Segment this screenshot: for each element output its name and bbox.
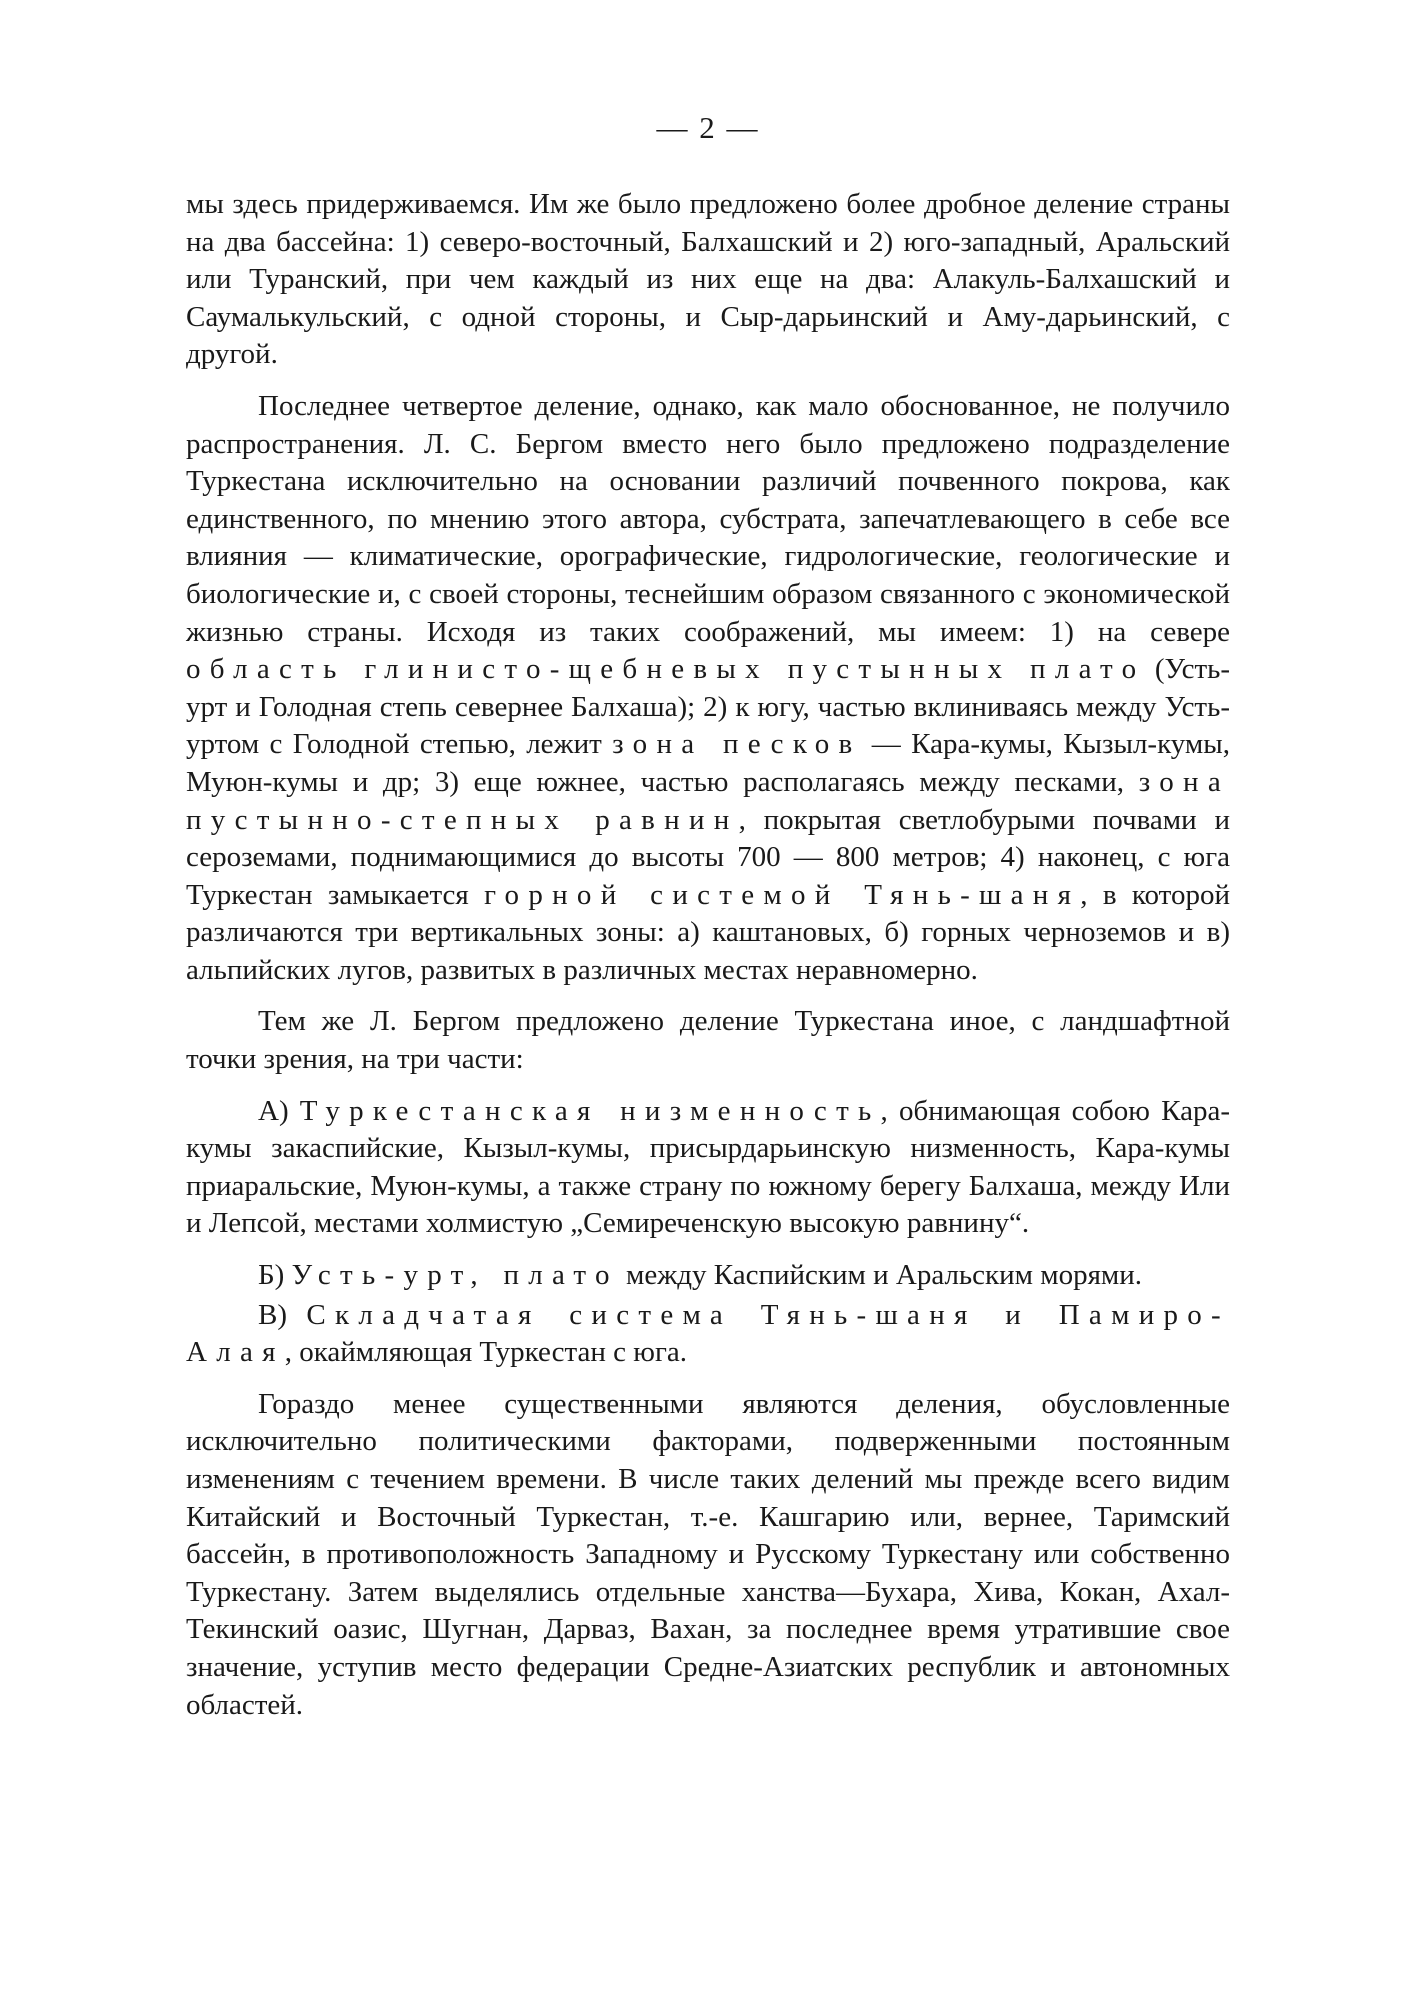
document-page — [186, 108, 1230, 1724]
list-item-c-marker: В) — [258, 1298, 307, 1331]
list-item-a-text: , обнимающая собою Кара-кумы закаспийские, Кызыл-кумы, присырдарьинскую низменность, Кара-кумы приаральские, Муюн-кумы, а также страну по южному берегу Балхаша, между Или и Лепсой, местами холмистую „Семиреченскую высокую равнину“. — [186, 1094, 1230, 1240]
emphasis-plains: зона пустынно-степных равнин — [186, 765, 1230, 836]
emphasis-sands: зона песков — [612, 728, 862, 761]
paragraph-2-text-4: , покрытая светлобурыми почвами и сероземами, поднимающимися до высоты 700 — 800 метров; 4) наконец, с юга Туркестан замыкается — [186, 803, 1231, 911]
list-item-b-marker: Б) — [258, 1259, 292, 1292]
paragraph-3: Тем же Л. Бергом предложено деление Туркестана иное, с ландшафтной точки зрения, на три части: — [186, 1005, 1230, 1076]
emphasis-plateau: Усть-урт, плато — [291, 1259, 619, 1292]
paragraph-2-text-2: (Усть-урт и Голодная степь севернее Балхаша); 2) к югу, частью вклиниваясь между Усть-уртом с Голодной степью, лежит — [186, 653, 1230, 761]
paragraph-2-text-1: Последнее четвертое деление, однако, как мало обоснованное, не получило распространения. Л. С. Бергом вместо него было предложено подразделение Туркестана исключительно на основании различий почвенного покрова, как единственного, по мнению этого автора, субстрата, запечатлевающего в себе все влияния — климатические, орографические, гидрологические, геологические и биологические и, с своей стороны, теснейшим образом связанного с экономической жизнью страны. Исходя из таких соображений, мы имеем: 1) на севере — [186, 389, 1230, 648]
paragraph-2-text-5: , в которой различаются три вертикальных зоны: а) каштановых, б) горных черноземов и в) альпийских лугов, развитых в различных местах неравномерно. — [186, 878, 1230, 986]
list-item-c — [186, 1297, 1230, 1372]
emphasis-deserts: область глинисто-щебневых пустынных плато — [186, 653, 1146, 686]
list-item-a — [186, 1093, 1230, 1243]
page-number: — 2 — — [656, 110, 760, 145]
paragraph-2-text-3: — Кара-кумы, Кызыл-кумы, Муюн-кумы и др; 3) еще южнее, частью располагаясь между песками, — [186, 728, 1230, 798]
emphasis-lowland: Туркестанская низменность — [299, 1094, 881, 1127]
emphasis-folded-system: Складчатая система Тянь-шаня и Памиро-Алая — [186, 1298, 1230, 1369]
emphasis-mountains: горной системой Тянь-шаня — [484, 878, 1081, 911]
list-item-b — [186, 1257, 1230, 1295]
paragraph-2 — [186, 388, 1230, 990]
paragraph-4: Гораздо менее существенными являются деления, обусловленные исключительно политическими факторами, подверженными постоянным изменениям с течением времени. В числе таких делений мы прежде всего видим Китайский и Восточный Туркестан, т.-е. Кашгарию или, вернее, Таримский бассейн, в противоположность Западному и Русскому Туркестану или собственно Туркестану. Затем выделялись отдельные ханства—Бухара, Хива, Кокан, Ахал-Текинский оазис, Шугнан, Дарваз, Вахан, за последнее время утратившие свое значение, уступив место федерации Средне-Азиатских республик и автономных областей. — [186, 1387, 1230, 1721]
list-item-c-text: , окаймляющая Туркестан с юга. — [284, 1336, 687, 1369]
list-item-a-marker: А) — [258, 1094, 300, 1127]
list-item-b-text: между Каспийским и Аральским морями. — [618, 1259, 1143, 1292]
paragraph-1: мы здесь придерживаемся. Им же было предложено более дробное деление страны на два бассейна: 1) северо-восточный, Балхашский и 2) юго-западный, Аральский или Туранский, при чем каждый из них еще на два: Алакуль-Балхашский и Саумалькульский, с одной стороны, и Сыр-дарьинский и Аму-дарьинский, с другой. — [186, 188, 1230, 371]
